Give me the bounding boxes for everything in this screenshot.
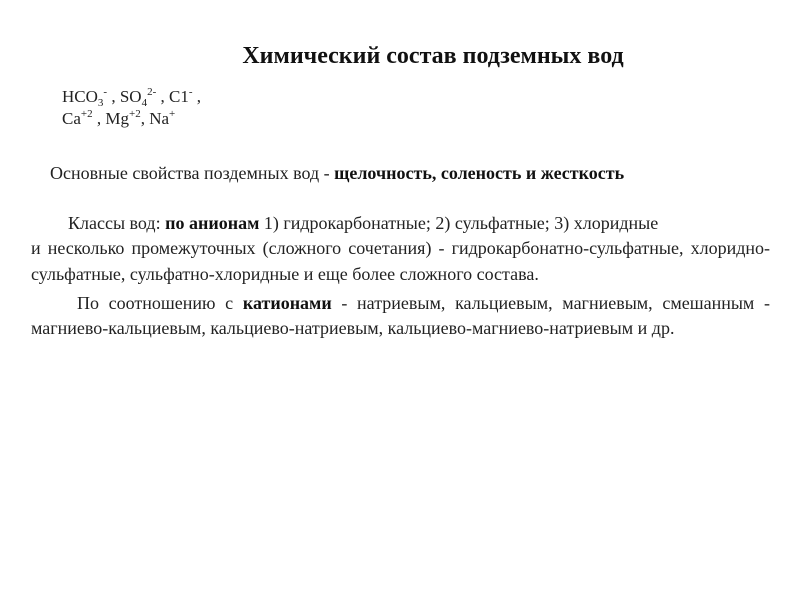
na-superscript: + <box>169 108 176 120</box>
separator: , <box>156 87 169 106</box>
na-base: Na <box>149 109 170 128</box>
ion-formula-block <box>62 86 201 130</box>
cations-bold: катионами <box>242 292 332 313</box>
separator: , <box>192 87 201 106</box>
ca-superscript: +2 <box>80 108 93 120</box>
intermediate-classes-paragraph: и несколько промежуточных (сложного сочетания) - гидрокарбонатно-сульфатные, хлоридно-сульфатные, сульфатно-хлоридные и еще более сложного состава. <box>31 238 770 284</box>
anion-formula-line <box>62 86 201 108</box>
separator: , <box>140 109 150 128</box>
body-text <box>31 211 770 341</box>
cations-suffix: - натриевым, кальциевым, магниевым, смешанным - магниево-кальциевым, кальциево-натриевым, кальциево-магниево-натриевым и др. <box>31 292 770 339</box>
mg-base: Mg <box>105 109 129 128</box>
ca-base: Ca <box>62 109 81 128</box>
cation-classes-paragraph <box>31 291 770 342</box>
cl-base: C1 <box>168 87 189 106</box>
slide-title: Химический состав подземных вод <box>242 43 624 69</box>
cations-prefix: По соотношению с <box>77 292 243 313</box>
cation-formula-line <box>62 108 201 130</box>
cl-superscript: - <box>188 86 193 98</box>
anion-classes-paragraph <box>31 211 770 236</box>
classes-suffix: 1) гидрокарбонатные; 2) сульфатные; 3) хлоридные <box>259 213 659 233</box>
main-properties-line <box>50 160 624 186</box>
classes-prefix: Классы вод: <box>68 213 166 233</box>
hco3-superscript: - <box>103 86 108 98</box>
hco3-base: HCO <box>62 87 98 106</box>
properties-bold: щелочность, соленость и жесткость <box>334 163 625 183</box>
so4-base: SO <box>119 87 142 106</box>
classes-bold-anions: по анионам <box>165 213 260 233</box>
separator: , <box>92 109 106 128</box>
separator: , <box>107 87 120 106</box>
mg-superscript: +2 <box>128 108 141 120</box>
hco3-subscript: 3 <box>97 97 104 109</box>
so4-superscript: 2- <box>147 86 157 98</box>
properties-prefix: Основные свойства поздемных вод - <box>50 163 335 183</box>
so4-subscript: 4 <box>141 97 148 109</box>
